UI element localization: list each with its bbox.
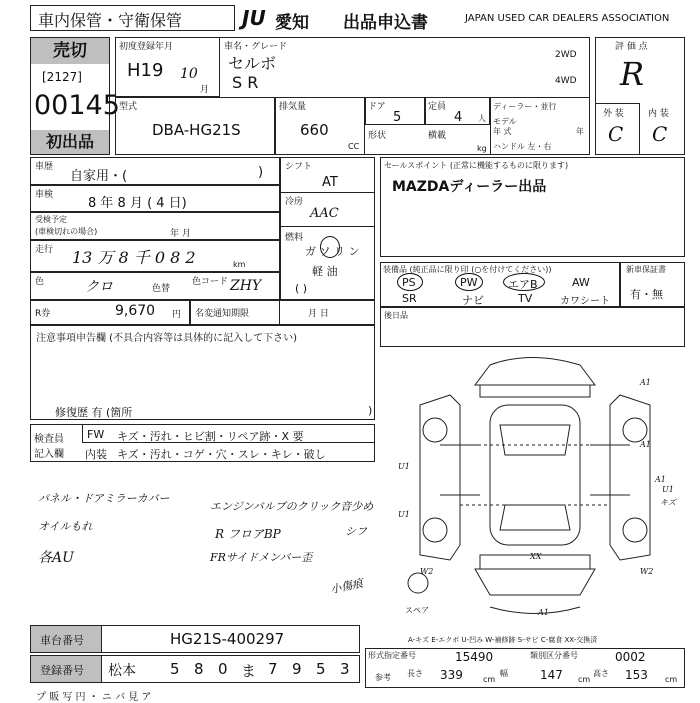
cut-row: プ 販 写 円 ・ ニ バ 見 ア [36,692,152,703]
damage-legend: A-キズ E-エクボ U-凹み W-補修跡 S-サビ C-腐食 XX-交換済 [408,636,598,644]
damage-mark: キズ [660,498,676,507]
equipment-item: AW [572,276,590,289]
storage-tag-text: 車内保管・守衛保管 [38,11,183,30]
auction-sheet: 車内保管・守衛保管 JU 愛知 出品申込書 JAPAN USED CAR DEALERS ASSOCIATION 売切 [2127] 00145 初出品 初度登録年月 H19 10 月 車名・グレード セルボ S R 2WD 4WD 型式 DBA-HG21S 排気量 660 CC ドア 5 定員 4 人 形状 横載 kg ディーラー・並行 モデル 年 式 年 ハンドル 左・右 評 価 点 R 外 装 内 装 C C 車歴 自家用・( ) 車検 8 年 8 月 ( 4 日) 受検予定 (車検切れの場合) 年 月 走行 13 万 8 千 0 8 2 km 色 クロ 色替 色コード ZHY R券 9,670 円 名変通知期限 月 日 シフト AT 冷房 AAC 燃料 ガ ソ リ ン 軽 油 ( ) セールスポイント (正常に機能するものに限ります) MAZDAディーラー出品 装備品 (純正品に限り印 (○を付けてください)) PS PW エアB AW SR ナビ TV カワシート 新車保証書 有・無 後日品 注意事項申告欄 (不具合内容等は具体的に記入して下さい) 修復歴 有 (箇所 ) 検査員 記入欄 FW キズ・汚れ・ヒビ割・リペア跡・X 要 内装 キズ・汚れ・コゲ・穴・スレ・キレ・破し パネル・ドアミラーカバー エンジンバルブのクリック音少め オイルもれ R フロアBP シフ 各AU FRサイドメンバー歪 小傷痕 A1 A1 U1 U1 U1 W2 W2 XX A1 キズ A1 スペア A-キズ E-エクボ U-凹み W-補修跡 S-サビ C-腐食 XX-交換済 車台番号 HG21S-400297 登録番号 松本 5 8 0 ま 7 9 5 3 プ 販 写 円 ・ ニ バ 見 ア 形式指定番号 15490 類別区分番号 0002 参考 長さ 339 cm 幅 147 cm 高さ 153 cm [0,0,700,700]
damage-mark: W2 [420,567,434,576]
repair-history: 修復歴 有 (箇所 [55,406,133,419]
car-damage-diagram [380,345,685,635]
damage-mark: A1 [655,475,666,484]
car-grade: S R [232,73,259,92]
fuel-gasoline: ガ ソ リ ン [305,245,360,258]
length-cm: 339 [440,668,463,682]
fuel-selected-circle [320,236,340,258]
inspector-note: パネル・ドアミラーカバー [38,492,170,505]
logo-mark: JU [242,6,266,30]
damage-mark: A1 [538,608,549,617]
entry-number: [2127] [42,70,82,84]
damage-mark: A1 [640,378,651,387]
sales-point-text: MAZDAディーラー出品 [392,179,547,195]
plate-char: ま [241,662,257,680]
color-code: ZHY [230,278,262,294]
displacement: 660 [300,121,329,139]
damage-mark: W2 [640,567,654,576]
exterior-grade: C [608,122,624,146]
plate-char: 9 [292,660,302,678]
use-history: 自家用・( [70,169,128,184]
inspector-note: 小傷痕 [329,576,365,597]
equipment-item: カワシート [560,296,610,307]
plate-char: 5 [170,660,180,678]
inspector-note: R フロアBP [215,527,281,541]
sold-badge: 売切 [31,38,109,64]
inspector-note: シフ [345,525,367,538]
association-name: JAPAN USED CAR DEALERS ASSOCIATION [465,13,670,24]
plate-char: 5 [316,660,326,678]
form-number: 15490 [455,650,494,664]
inspector-note: 各AU [38,550,74,566]
air-conditioning: AAC [310,206,339,221]
car-name: セルボ [228,54,277,73]
class-number: 0002 [615,650,646,664]
inspector-note: オイルもれ [38,520,93,533]
interior-grade: C [652,122,668,146]
equipment-item: PW [460,276,478,289]
recycle-fee: 9,670 [115,303,156,319]
sales-point-block [380,157,685,257]
equipment-item: エアB [508,278,538,291]
plate-char: 7 [268,660,278,678]
capacity: 4 [454,110,463,125]
plate-char: 0 [218,660,228,678]
damage-mark: U1 [662,485,674,494]
inspector-note: FRサイドメンバー歪 [210,551,313,564]
warranty-book: 有・無 [630,288,663,301]
equip-circle-airbag [503,273,545,291]
equipment-item: SR [402,292,417,305]
plate-char: 3 [340,660,350,678]
first-reg-month: 10 [180,66,198,82]
body-color: クロ [85,279,113,295]
damage-mark: U1 [398,510,410,519]
drive-2wd: 2WD [555,50,577,60]
model-code: DBA-HG21S [152,121,241,139]
lot-number: 00145 [34,90,120,121]
height-cm: 153 [625,668,648,682]
spare-label: スペア [405,606,429,615]
mileage: 13 万 8 千 0 8 2 [72,248,196,267]
chassis-number: HG21S-400297 [170,630,285,648]
damage-mark: A1 [640,440,651,449]
plate-char: 8 [194,660,204,678]
equip-circle-ps [397,273,423,291]
inspector-note: エンジンバルブのクリック音少め [210,500,374,513]
drive-4wd: 4WD [555,76,577,86]
equip-circle-pw [455,273,483,291]
form-title: 出品申込書 [343,13,428,33]
inspection-expiry: 8 年 8 月 ( 4 日) [88,196,187,211]
first-listing-badge: 初出品 [31,130,109,154]
damage-mark: XX [530,552,542,561]
doors: 5 [393,110,402,125]
plate-area: 松本 [108,663,136,679]
overall-grade: R [620,55,645,93]
equipment-item: PS [402,276,416,289]
first-reg-era: H19 [127,60,164,81]
damage-mark: U1 [398,462,410,471]
logo-text: 愛知 [275,13,309,33]
transmission: AT [322,175,338,190]
equipment-item: ナビ [462,294,484,307]
equipment-item: TV [518,292,533,305]
width-cm: 147 [540,668,563,682]
